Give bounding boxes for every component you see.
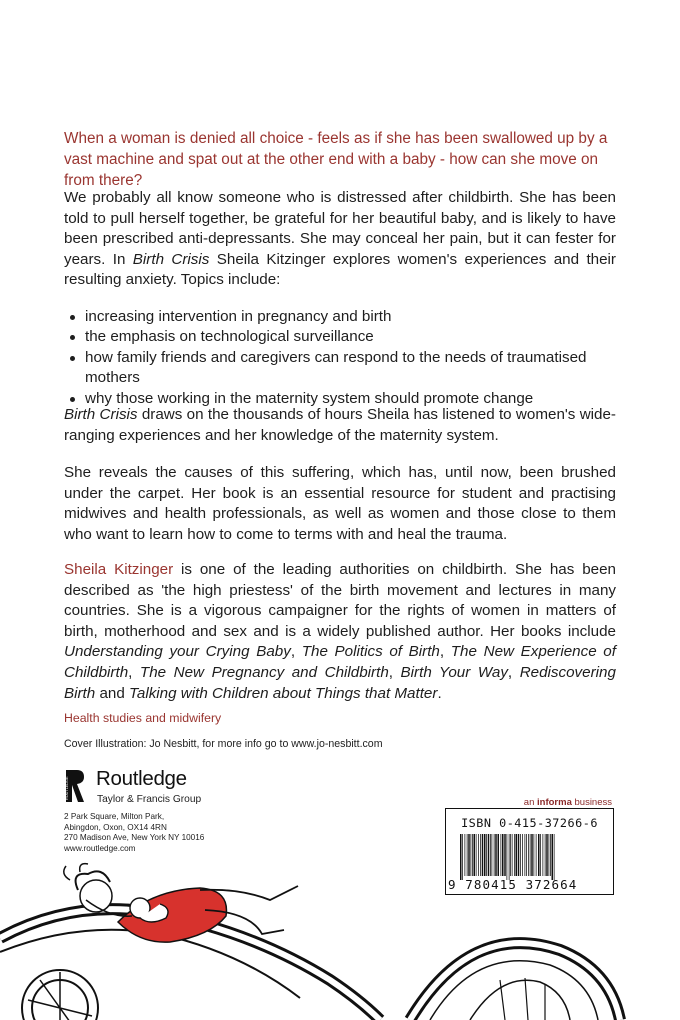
topics-list bbox=[64, 307, 616, 409]
isbn-text: ISBN 0-415-37266-6 bbox=[461, 816, 598, 830]
cover-illustration-credit: Cover Illustration: Jo Nesbitt, for more info go to www.jo-nesbitt.com bbox=[64, 738, 383, 750]
list-item: how family friends and caregivers can respond to the needs of traumatised mothers bbox=[64, 348, 616, 389]
book-title: The New Experience of Childbirth bbox=[64, 643, 616, 681]
book-title: Understanding your Crying Baby bbox=[64, 643, 291, 661]
gear-wheel-icon bbox=[0, 909, 620, 1020]
list-item: the emphasis on technological surveillance bbox=[64, 327, 616, 347]
intro-text: When a woman is denied all choice - feels as if she has been swallowed up by a vast machine and spat out at the other end with a baby - how can she move on from there? bbox=[64, 130, 608, 189]
book-title: The Politics of Birth bbox=[301, 643, 440, 661]
description-paragraph-3: She reveals the causes of this suffering, which has, until now, been brushed under the carpet. Her book is an essential resource for student and practising midwives and health professionals, as well as women and those close to them who want to learn how to come to terms with and heal the trauma. bbox=[64, 464, 616, 543]
author-name: Sheila Kitzinger bbox=[64, 561, 174, 578]
list-item: why those working in the maternity system should promote change bbox=[64, 389, 616, 409]
subject-category: Health studies and midwifery bbox=[64, 711, 222, 725]
book-title: Birth Crisis bbox=[132, 250, 210, 268]
intro-quote bbox=[64, 128, 616, 191]
book-title: Birth Crisis bbox=[64, 406, 138, 423]
author-bio: Sheila Kitzinger is one of the leading authorities on childbirth. She has been described as 'the high priestess' of the birth movement and lectures in many countries. She is a vigorous campaigner for the rights of women in matters of birth, motherhood and sex and is a widely published author. Her books include Understanding your Crying Baby, The Politics of Birth, The New Experience of Childbirth, The New Pregnancy and Childbirth, Birth Your Way, Rediscovering Birth and Talking with Children about Things that Matter. bbox=[64, 561, 616, 702]
list-item: increasing intervention in pregnancy and birth bbox=[64, 307, 616, 327]
ean-number: 9 780415 372664 bbox=[448, 877, 578, 892]
svg-text:ROUTLEDGE: ROUTLEDGE bbox=[65, 776, 70, 800]
routledge-logo-icon bbox=[64, 768, 86, 804]
book-title: Talking with Children about Things that Matter bbox=[129, 684, 438, 702]
cover-illustration bbox=[0, 860, 680, 1020]
book-title: Rediscovering Birth bbox=[64, 663, 616, 702]
informa-tagline: an informa business bbox=[523, 797, 612, 808]
book-title: The New Pregnancy and Childbirth bbox=[139, 663, 389, 681]
publisher-name: Routledge bbox=[96, 767, 187, 790]
description-paragraph-1: We probably all know someone who is distressed after childbirth. She has been told to pull herself together, be grateful for her beautiful baby, and is likely to have been prescribed anti-depressants. She may conceal her pain, but it can fester for years. In Birth Crisis Sheila Kitzinger explores women's experiences and their resulting anxiety. Topics include: bbox=[64, 189, 616, 289]
publisher-address: 2 Park Square, Milton Park, Abingdon, Oxon, OX14 4RN 270 Madison Ave, New York NY 10016 www.routledge.com bbox=[64, 812, 205, 853]
publisher-group: Taylor & Francis Group bbox=[97, 794, 202, 805]
description-paragraph-2: Birth Crisis draws on the thousands of hours Sheila has listened to women's wide-ranging experiences and her knowledge of the maternity system. bbox=[64, 406, 616, 444]
book-title: Birth Your Way bbox=[400, 663, 508, 681]
